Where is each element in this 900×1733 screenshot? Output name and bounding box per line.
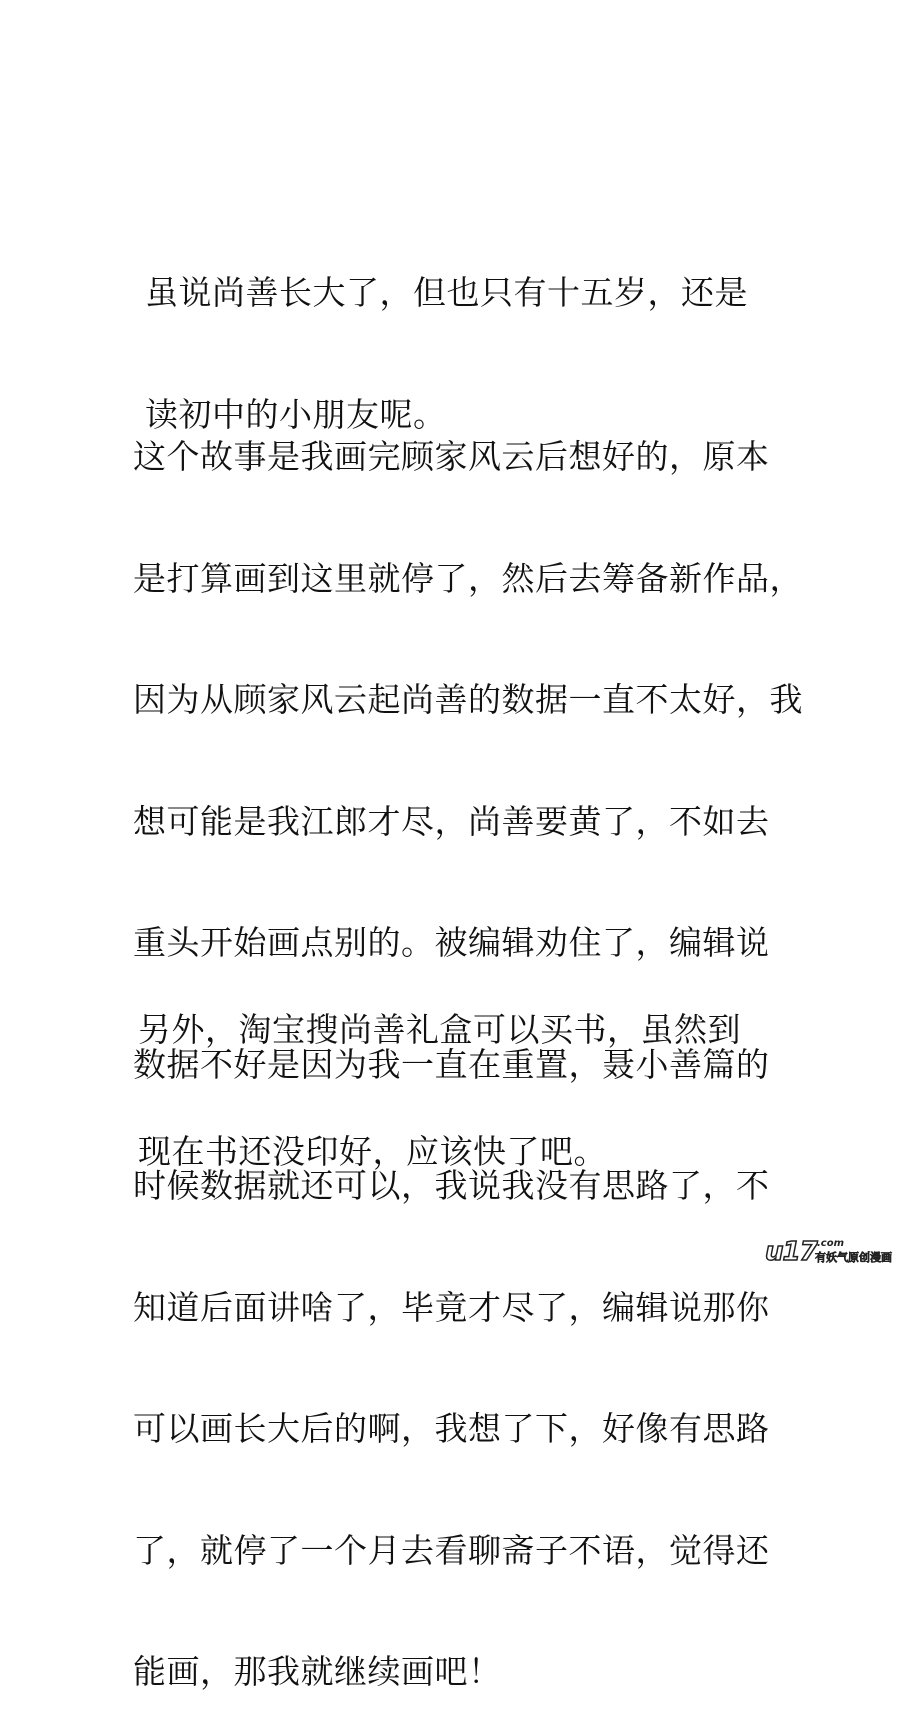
text-line: 另外，淘宝搜尚善礼盒可以买书，虽然到 — [138, 1010, 741, 1049]
text-line: 了，就停了一个月去看聊斋子不语，觉得还 — [133, 1530, 770, 1570]
text-line: 虽说尚善长大了，但也只有十五岁，还是 — [145, 273, 748, 312]
text-line: 知道后面讲啥了，毕竟才尽了，编辑说那你 — [133, 1287, 770, 1327]
text-line: 数据不好是因为我一直在重置，聂小善篇的 — [133, 1044, 770, 1084]
text-line: 重头开始画点别的。被编辑劝住了，编辑说 — [133, 923, 770, 962]
watermark-logo-text: u17 — [765, 1237, 817, 1267]
paragraph-3 — [138, 929, 741, 1213]
u17-watermark-logo — [765, 1238, 895, 1270]
text-line: 可以画长大后的啊，我想了下，好像有思路 — [133, 1409, 770, 1448]
watermark-slogan: 有妖气原创漫画 — [815, 1251, 892, 1264]
text-line: 这个故事是我画完顾家风云后想好的，原本 — [133, 437, 770, 476]
watermark-domain: .com — [817, 1238, 845, 1249]
text-line: 读初中的小朋友呢。 — [145, 394, 447, 434]
text-line: 是打算画到这里就停了，然后去筹备新作品， — [133, 558, 803, 598]
text-line: 能画，那我就继续画吧！ — [133, 1652, 502, 1691]
text-line: 时候数据就还可以，我说我没有思路了，不 — [133, 1166, 770, 1205]
text-line: 因为从顾家风云起尚善的数据一直不太好，我 — [133, 680, 803, 719]
text-line: 想可能是我江郎才尽，尚善要黄了，不如去 — [133, 801, 770, 841]
text-line: 现在书还没印好，应该快了吧。 — [138, 1131, 607, 1171]
